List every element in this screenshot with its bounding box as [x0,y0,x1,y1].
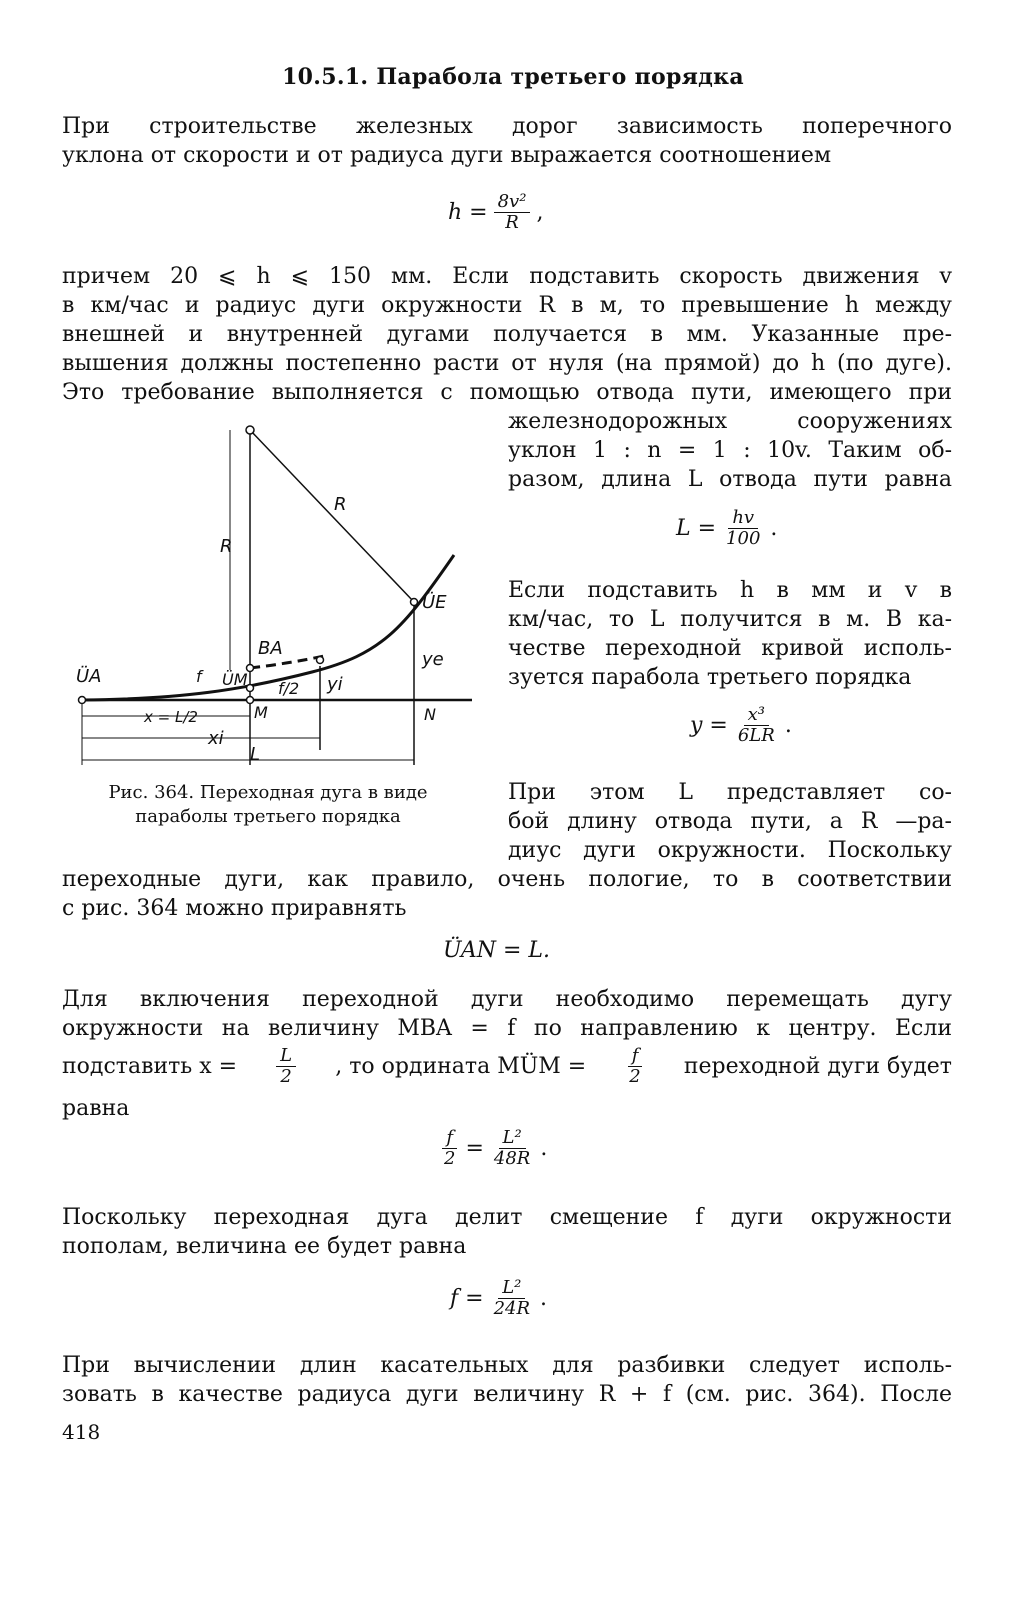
text-line: км/час, то L получится в м. В ка- [508,607,952,632]
formula-tail: , [536,200,544,225]
text-line: железнодорожных сооружениях [508,409,952,434]
text-segment: переходной дуги будет [683,1054,952,1079]
text-line: зуется парабола третьего порядка [508,665,912,690]
paragraph-3 [508,407,952,494]
text-line: бой длину отвода пути, а R —ра- [508,809,952,834]
label-f-half: f/2 [278,679,300,698]
numerator: L² [498,1278,525,1299]
fraction [440,1128,459,1169]
formula-lhs: y = [690,713,728,738]
paragraph-7 [62,985,952,1043]
paragraph-2 [62,262,952,407]
caption-line: Рис. 364. Переходная дуга в виде [108,782,428,803]
paragraph-5 [508,778,952,865]
fraction [490,1128,534,1169]
formula-lhs: f = [450,1286,484,1311]
figure-caption [62,781,474,829]
numerator: hv [728,508,758,529]
text-segment: , то ордината MÜM = [335,1054,587,1079]
paragraph-7-end [62,1094,952,1123]
formula-tail: . [540,1286,548,1311]
text-line: При строительстве железных дорог зависимость поперечного [62,114,952,139]
formula-lhs: h = [448,200,488,225]
label-UM: ÜM [222,670,248,689]
label-N: N [424,705,436,724]
point-UA [79,697,86,704]
fraction [494,192,531,233]
denominator: 48R [493,1148,531,1169]
denominator: 6LR [737,725,775,746]
text-line: диус дуги окружности. Поскольку [508,838,952,863]
formula-y [690,705,792,746]
numerator: f [442,1128,457,1149]
text-line: вышения должны постепенно расти от нуля (на прямой) до h (по дуге). [62,351,952,376]
paragraph-1 [62,112,952,170]
label-L: L [250,744,261,765]
label-xi: xi [208,728,224,749]
paragraph-6 [62,865,952,923]
text-line: уклон 1 : n = 1 : 10v. Таким об- [508,438,952,463]
text-line: с рис. 364 можно приравнять [62,896,407,921]
label-UA: ÜA [76,666,102,687]
fraction [722,508,764,549]
numerator: 8v² [494,192,531,213]
numerator: f [628,1046,643,1067]
denominator: 100 [726,528,761,549]
text-line: пополам, величина ее будет равна [62,1234,467,1259]
paragraph-7-formula-line [62,1046,952,1087]
text-line: внешней и внутренней дугами получается в мм. Указанные пре- [62,322,952,347]
label-UE: ÜE [422,592,447,613]
text-line: зовать в качестве радиуса дуги величину R + f (см. рис. 364). После [62,1382,952,1407]
formula-tail: . [784,713,792,738]
fraction [734,705,779,746]
text-line: в км/час и радиус дуги окружности R в м, то превышение h между [62,293,952,318]
formula-f-half [440,1128,547,1169]
radius-line [250,430,414,602]
point-BA [247,665,254,672]
formula-tail: . [540,1136,548,1161]
text-line: честве переходной кривой исполь- [508,636,952,661]
formula-L [676,508,777,549]
text-line: При этом L представляет со- [508,780,952,805]
formula-UAN [443,938,550,963]
fraction [490,1278,534,1319]
numerator: L² [499,1128,526,1149]
text-segment: подставить x = [62,1054,238,1079]
text-line: разом, длина L отвода пути равна [508,467,952,492]
text-line: Для включения переходной дуги необходимо перемещать дугу [62,987,952,1012]
text-line: При вычислении длин касательных для разбивки следует исполь- [62,1353,952,1378]
text-line: переходные дуги, как правило, очень пологие, то в соответствии [62,867,952,892]
center-point [246,426,254,434]
paragraph-9 [62,1351,952,1409]
paragraph-4 [508,576,952,692]
numerator: L [276,1046,296,1067]
label-x-equation: x = L/2 [144,708,198,726]
label-yi: yi [327,674,343,695]
formula-text: ÜAN = L. [443,938,551,963]
label-R-left: R [220,536,233,557]
point-yi [317,657,324,664]
text-line: Это требование выполняется с помощью отвода пути, имеющего при [62,380,952,405]
denominator: R [505,212,519,233]
caption-line: параболы третьего порядка [135,806,401,827]
point-UE [411,599,418,606]
point-UM [247,685,254,692]
text-line: Поскольку переходная дуга делит смещение f дуги окружности [62,1205,952,1230]
text-line: равна [62,1096,130,1121]
formula-h [448,192,543,233]
fraction [276,1046,296,1087]
denominator: 24R [493,1298,531,1319]
label-f: f [196,667,202,686]
figure-364 [62,420,482,770]
label-BA: BA [258,638,283,659]
label-M: M [254,703,268,722]
formula-tail: . [770,516,778,541]
fraction [625,1046,644,1087]
text-line: окружности на величину MBA = f по направлению к центру. Если [62,1016,952,1041]
label-ye: ye [422,649,444,670]
transition-curve [82,555,454,700]
formula-lhs: L = [676,516,717,541]
label-R-top: R [334,494,347,515]
denominator: 2 [629,1066,641,1087]
section-heading: 10.5.1. Парабола третьего порядка [282,64,744,90]
point-M [247,697,254,704]
text-line: уклона от скорости и от радиуса дуги выражается соотношением [62,143,832,168]
denominator: 2 [444,1148,456,1169]
text-line: причем 20 ⩽ h ⩽ 150 мм. Если подставить скорость движения v [62,264,952,289]
equals-sign: = [465,1136,484,1161]
page-number: 418 [62,1420,101,1444]
numerator: x³ [744,705,769,726]
paragraph-8 [62,1203,952,1261]
formula-f [450,1278,547,1319]
denominator: 2 [280,1066,292,1087]
text-line: Если подставить h в мм и v в [508,578,952,603]
